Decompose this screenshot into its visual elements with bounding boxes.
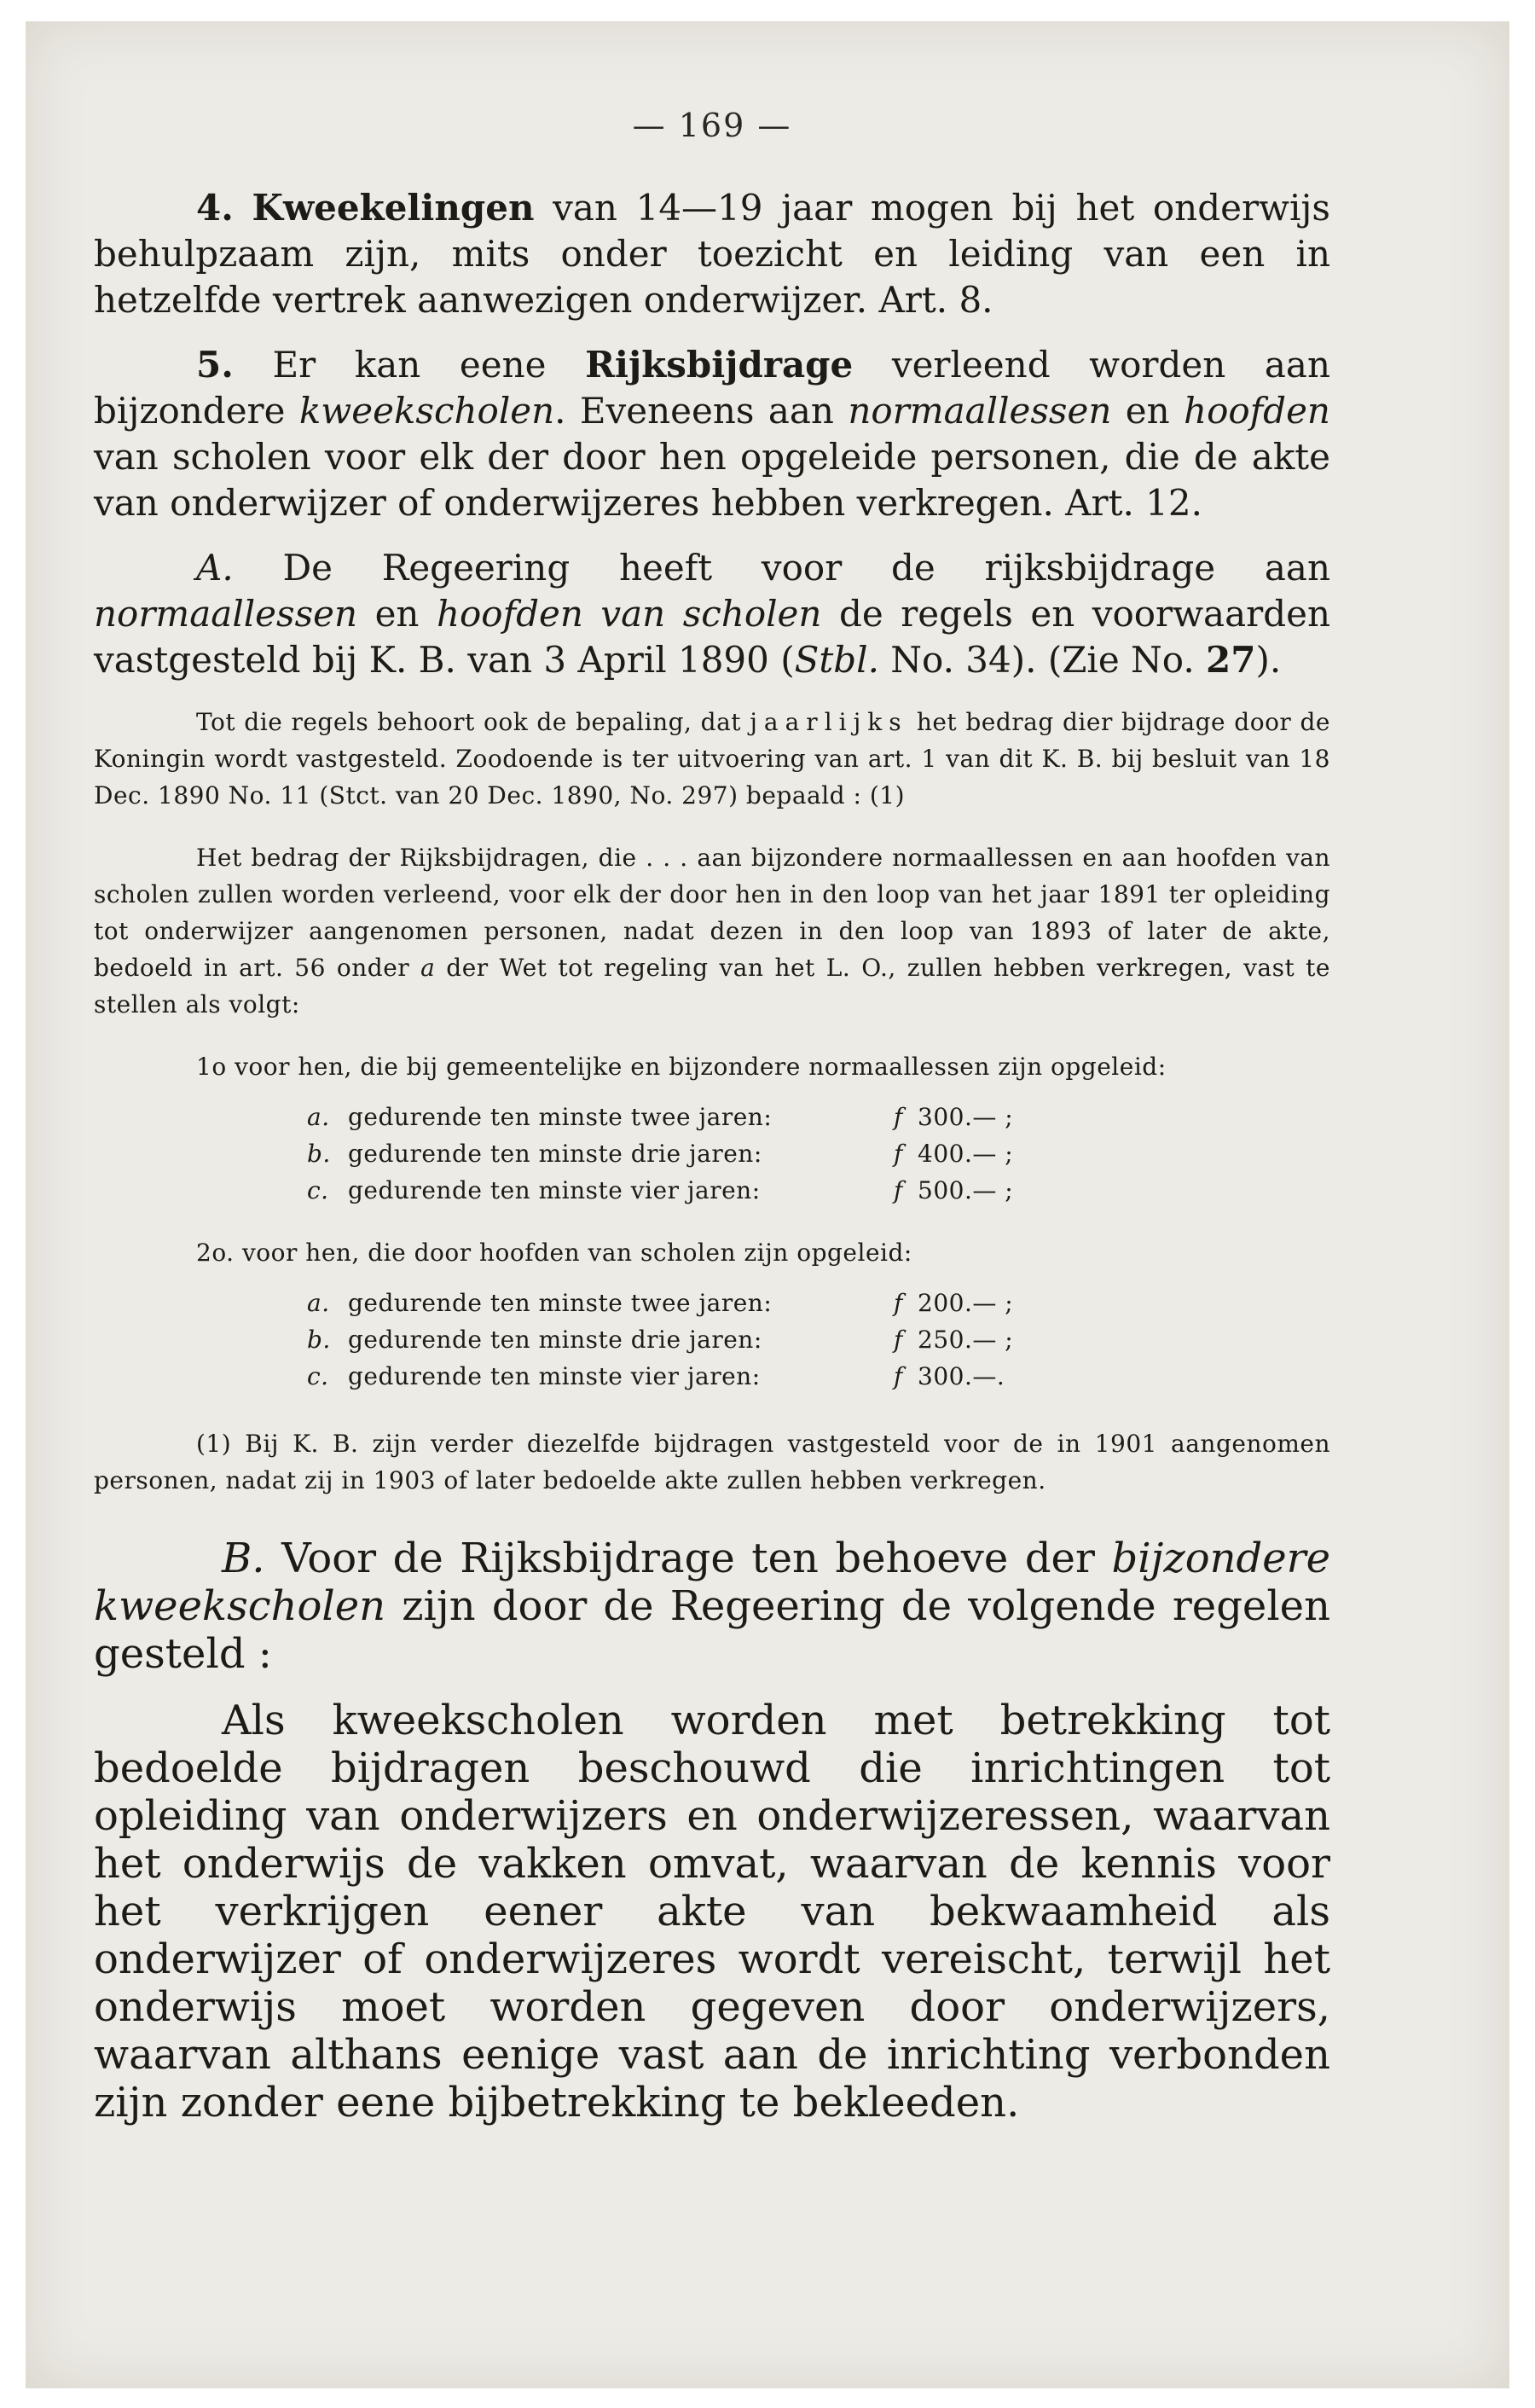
item-amount: 500.— ; xyxy=(918,1176,1014,1204)
small-paragraph-1 xyxy=(94,704,1330,814)
list-item xyxy=(307,1135,1330,1172)
italic-term: hoofden xyxy=(1184,390,1330,432)
paragraph-text: en xyxy=(1125,390,1170,432)
list-item xyxy=(307,1321,1330,1358)
item-letter: a. xyxy=(307,1289,330,1317)
italic-term: normaallessen xyxy=(848,390,1112,432)
florin-sign: f xyxy=(894,1362,903,1390)
paragraph-text: van scholen voor elk der door hen opgeleide personen, die de akte van onderwijzer of onderwijzeres hebben verkregen. Art. 12. xyxy=(94,436,1330,524)
term-kweekelingen: Kweekelingen xyxy=(252,187,535,229)
item-amount: 300.—. xyxy=(918,1362,1005,1390)
list-item xyxy=(307,1285,1330,1321)
spaced-word: jaarlijks xyxy=(750,708,908,736)
paragraph-text: Het bedrag der Rijksbijdragen, die . . . aan bijzondere normaallessen en aan hoofden van scholen zullen worden verleend, voor elk der door hen in den loop van het jaar 1891 ter opleiding tot onderwijzer aangenomen personen, nadat dezen in den loop van 1893 of later de akte, bedoeld in art. 56 onder xyxy=(94,844,1330,982)
list-item xyxy=(307,1358,1330,1395)
florin-sign: f xyxy=(894,1176,903,1204)
final-paragraph: Als kweekscholen worden met betrekking tot bedoelde bijdragen beschouwd die inrichtingen tot opleiding van onderwijzers en onderwijzeressen, waarvan het onderwijs de vakken omvat, waarvan de kennis voor het verkrijgen eener akte van bekwaamheid als onderwijzer of onderwijzeres wordt vereischt, terwijl het onderwijs moet worden gegeven door onderwijzers, waarvan althans eenige vast aan de inrichting verbonden zijn zonder eene bijbetrekking te bekleeden. xyxy=(94,1697,1330,2127)
paragraph-5 xyxy=(94,342,1330,526)
reference-number: 27 xyxy=(1206,639,1256,681)
paragraph-text: verleend worden aan bijzondere xyxy=(94,344,1330,432)
footnote: (1) Bij K. B. zijn verder diezelfde bijdragen vastgesteld voor de in 1901 aangenomen personen, nadat zij in 1903 of later bedoelde akte zullen hebben verkregen. xyxy=(94,1430,1330,1494)
italic-term: Stbl. xyxy=(794,639,879,681)
list-item xyxy=(307,1099,1330,1135)
list-item xyxy=(307,1172,1330,1209)
item-text: gedurende ten minste vier jaren: xyxy=(348,1362,761,1390)
paragraph-4 xyxy=(94,185,1330,323)
paragraph-text: Voor de Rijksbijdrage ten behoeve der xyxy=(281,1535,1095,1582)
florin-sign: f xyxy=(894,1140,903,1168)
item-amount: 250.— ; xyxy=(918,1326,1014,1354)
paragraph-text: en xyxy=(374,593,420,635)
italic-term: bijzondere kweekscholen xyxy=(94,1535,1331,1630)
item-letter: a. xyxy=(307,1103,330,1131)
paragraph-text: der Wet tot regeling van het L. O., zullen hebben verkregen, vast te stellen als volgt: xyxy=(94,954,1330,1018)
small-paragraph-2 xyxy=(94,839,1330,1023)
list-2-heading: 2o. voor hen, die door hoofden van scholen zijn opgeleid: xyxy=(196,1239,912,1267)
item-amount: 200.— ; xyxy=(918,1289,1014,1317)
item-text: gedurende ten minste vier jaren: xyxy=(348,1176,761,1204)
paragraph-number: 5. xyxy=(196,344,234,386)
florin-sign: f xyxy=(894,1103,903,1131)
book-page xyxy=(26,21,1509,2388)
paragraph-text: ). xyxy=(1255,639,1282,681)
section-letter: B. xyxy=(222,1535,265,1582)
item-letter: b. xyxy=(307,1140,331,1168)
paragraph-text: het bedrag dier bijdrage door de Koningin wordt vastgesteld. Zoodoende is ter uitvoering van art. 1 van dit K. B. bij besluit van 18 Dec. 1890 No. 11 (Stct. van 20 Dec. 1890, No. 297) bepaald : (1) xyxy=(94,708,1330,809)
item-letter: c. xyxy=(307,1176,329,1204)
page-content xyxy=(94,107,1330,2127)
paragraph-text: De Regeering heeft voor de rijksbijdrage aan xyxy=(282,547,1330,589)
florin-sign: f xyxy=(894,1326,903,1354)
list-2 xyxy=(307,1285,1330,1395)
florin-sign: f xyxy=(894,1289,903,1317)
item-text: gedurende ten minste drie jaren: xyxy=(348,1140,762,1168)
italic-term: hoofden van scholen xyxy=(436,593,822,635)
section-letter: A. xyxy=(196,547,234,589)
italic-term: a xyxy=(420,954,436,982)
paragraph-text: Er kan eene xyxy=(272,344,547,386)
paragraph-b xyxy=(94,1535,1330,1678)
paragraph-text: van 14—19 jaar mogen bij het onderwijs behulpzaam zijn, mits onder toezicht en leiding van een in hetzelfde vertrek aanwezigen onderwijzer. Art. 8. xyxy=(94,187,1330,321)
paragraph-text: zijn door de Regeering de volgende regelen gesteld : xyxy=(94,1582,1330,1678)
italic-term: normaallessen xyxy=(94,593,358,635)
paragraph-text: No. 34). (Zie No. xyxy=(890,639,1195,681)
paragraph-number: 4. xyxy=(196,187,234,229)
term-rijksbijdrage: Rijksbijdrage xyxy=(585,344,854,386)
item-text: gedurende ten minste twee jaren: xyxy=(348,1103,773,1131)
page-number: — 169 — xyxy=(632,107,792,144)
item-amount: 400.— ; xyxy=(918,1140,1014,1168)
list-1 xyxy=(307,1099,1330,1209)
item-letter: b. xyxy=(307,1326,331,1354)
item-text: gedurende ten minste drie jaren: xyxy=(348,1326,762,1354)
paragraph-a xyxy=(94,545,1330,683)
paragraph-text: Tot die regels behoort ook de bepaling, dat xyxy=(196,708,742,736)
item-letter: c. xyxy=(307,1362,329,1390)
list-1-heading: 1o voor hen, die bij gemeentelijke en bijzondere normaallessen zijn opgeleid: xyxy=(196,1053,1167,1081)
paragraph-text: de regels en voorwaarden vastgesteld bij K. B. van 3 April 1890 ( xyxy=(94,593,1331,681)
italic-term: kweekscholen xyxy=(298,390,555,432)
item-amount: 300.— ; xyxy=(918,1103,1014,1131)
paragraph-text: . Eveneens aan xyxy=(554,390,834,432)
item-text: gedurende ten minste twee jaren: xyxy=(348,1289,773,1317)
